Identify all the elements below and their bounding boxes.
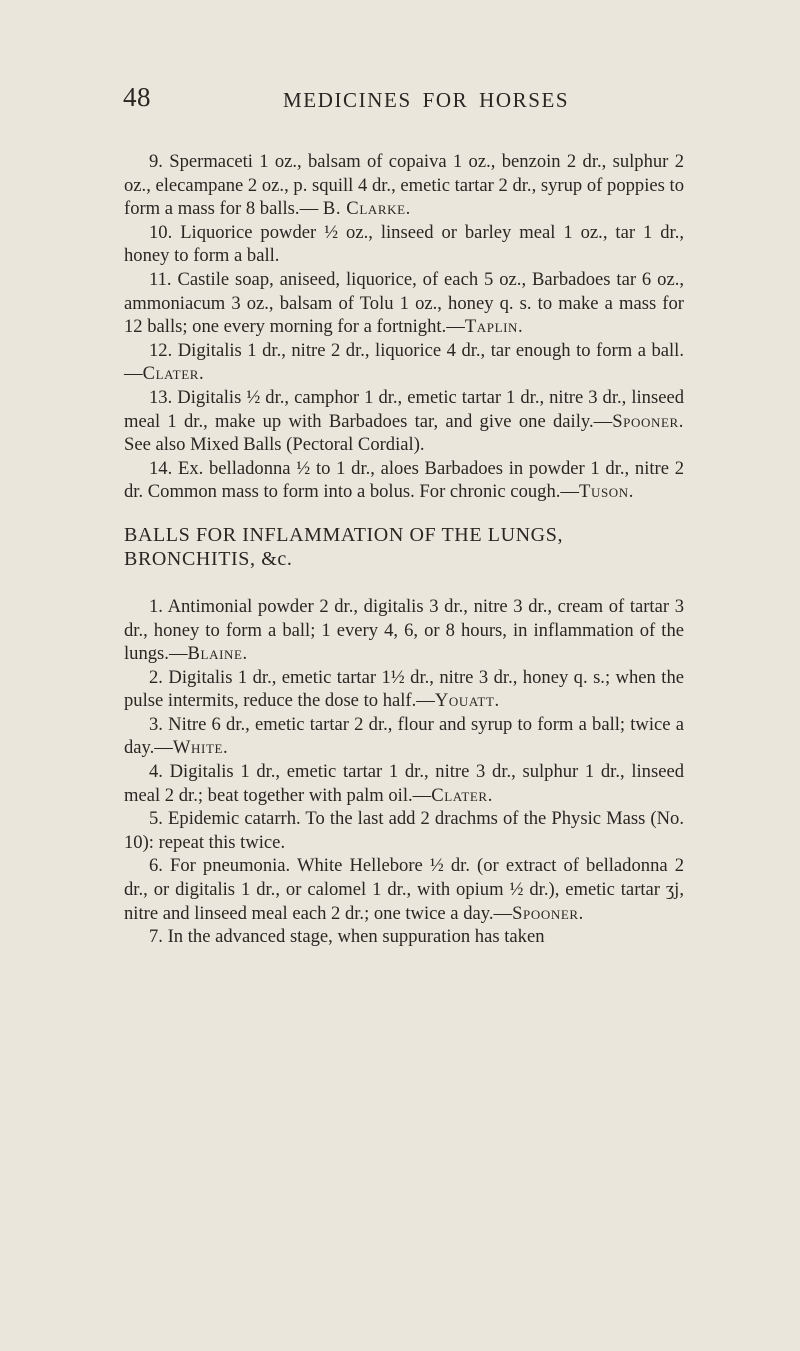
running-head: MEDICINES FOR HORSES [283,88,570,112]
recipe-author: Tuson. [579,481,635,503]
recipe-author: B. Clarke. [322,198,411,220]
recipe-14: 14. Ex. belladonna ½ to 1 dr., aloes Barbadoes in powder 1 dr., nitre 2 dr. Common mass to form into a bolus. For chronic cough.—Tuson. [124,457,684,503]
recipe-author: Spooner. [512,902,584,924]
recipe-author: Clater. [431,784,493,806]
recipe-9: 9. Spermaceti 1 oz., balsam of copaiva 1 oz., benzoin 2 dr., sulphur 2 oz., elecampane 2 oz., p. squill 4 dr., emetic tartar 2 dr., syrup of poppies to form a mass for 8 balls.— B. Clarke. [124,151,684,220]
recipe-author: Taplin. [464,316,524,338]
recipe-13: 13. Digitalis ½ dr., camphor 1 dr., emetic tartar 1 dr., nitre 3 dr., linseed meal 1 dr., make up with Barbadoes tar, and give one daily.—Spooner. See also Mixed Balls (Pectoral Cordial). [124,386,684,456]
recipe-2: 2. Digitalis 1 dr., emetic tartar 1½ dr., nitre 3 dr., honey q. s.; when the pulse intermits, reduce the dose to half.—Youatt. [124,666,684,712]
page-header [0,82,800,122]
recipe-author: White. [172,737,229,759]
page-number: 48 [123,82,151,112]
recipe-author: Blaine. [187,643,248,665]
recipe-author: Youatt. [434,690,500,712]
recipe-author: Clater. [142,363,205,385]
recipe-3: 3. Nitre 6 dr., emetic tartar 2 dr., flour and syrup to form a ball; twice a day.—White. [124,713,684,759]
section-heading: BALLS FOR INFLAMMATION OF THE LUNGS, BRONCHITIS, &c. [124,523,564,570]
recipe-11: 11. Castile soap, aniseed, liquorice, of each 5 oz., Barbadoes tar 6 oz., ammoniacum 3 oz., balsam of Tolu 1 oz., honey q. s. to make a mass for 12 balls; one every morning for a fortnight.—Taplin. [124,268,684,338]
recipe-7: 7. In the advanced stage, when suppuration has taken [149,926,545,948]
cross-reference: See also Mixed Balls (Pectoral Cordial). [124,434,425,456]
recipe-5: 5. Epidemic catarrh. To the last add 2 drachms of the Physic Mass (No. 10): repeat this twice. [124,808,684,853]
recipe-12: 12. Digitalis 1 dr., nitre 2 dr., liquorice 4 dr., tar enough to form a ball.—Clater. [124,339,684,385]
page-body [124,150,684,949]
recipe-6: 6. For pneumonia. White Hellebore ½ dr. (or extract of belladonna 2 dr., or digitalis 1 dr., or calomel 1 dr., with opium ½ dr.), emetic tartar ʒj, nitre and linseed meal each 2 dr.; one twice a day.—Spooner. [124,855,684,924]
recipe-author: Spooner. [612,410,684,432]
recipe-1: 1. Antimonial powder 2 dr., digitalis 3 dr., nitre 3 dr., cream of tartar 3 dr., honey to form a ball; 1 every 4, 6, or 8 hours, in inflammation of the lungs.—Blaine. [124,595,684,665]
recipe-10: 10. Liquorice powder ½ oz., linseed or barley meal 1 oz., tar 1 dr., honey to form a ball. [124,221,684,267]
recipe-4: 4. Digitalis 1 dr., emetic tartar 1 dr., nitre 3 dr., sulphur 1 dr., linseed meal 2 dr.; beat together with palm oil.—Clater. [124,761,684,806]
